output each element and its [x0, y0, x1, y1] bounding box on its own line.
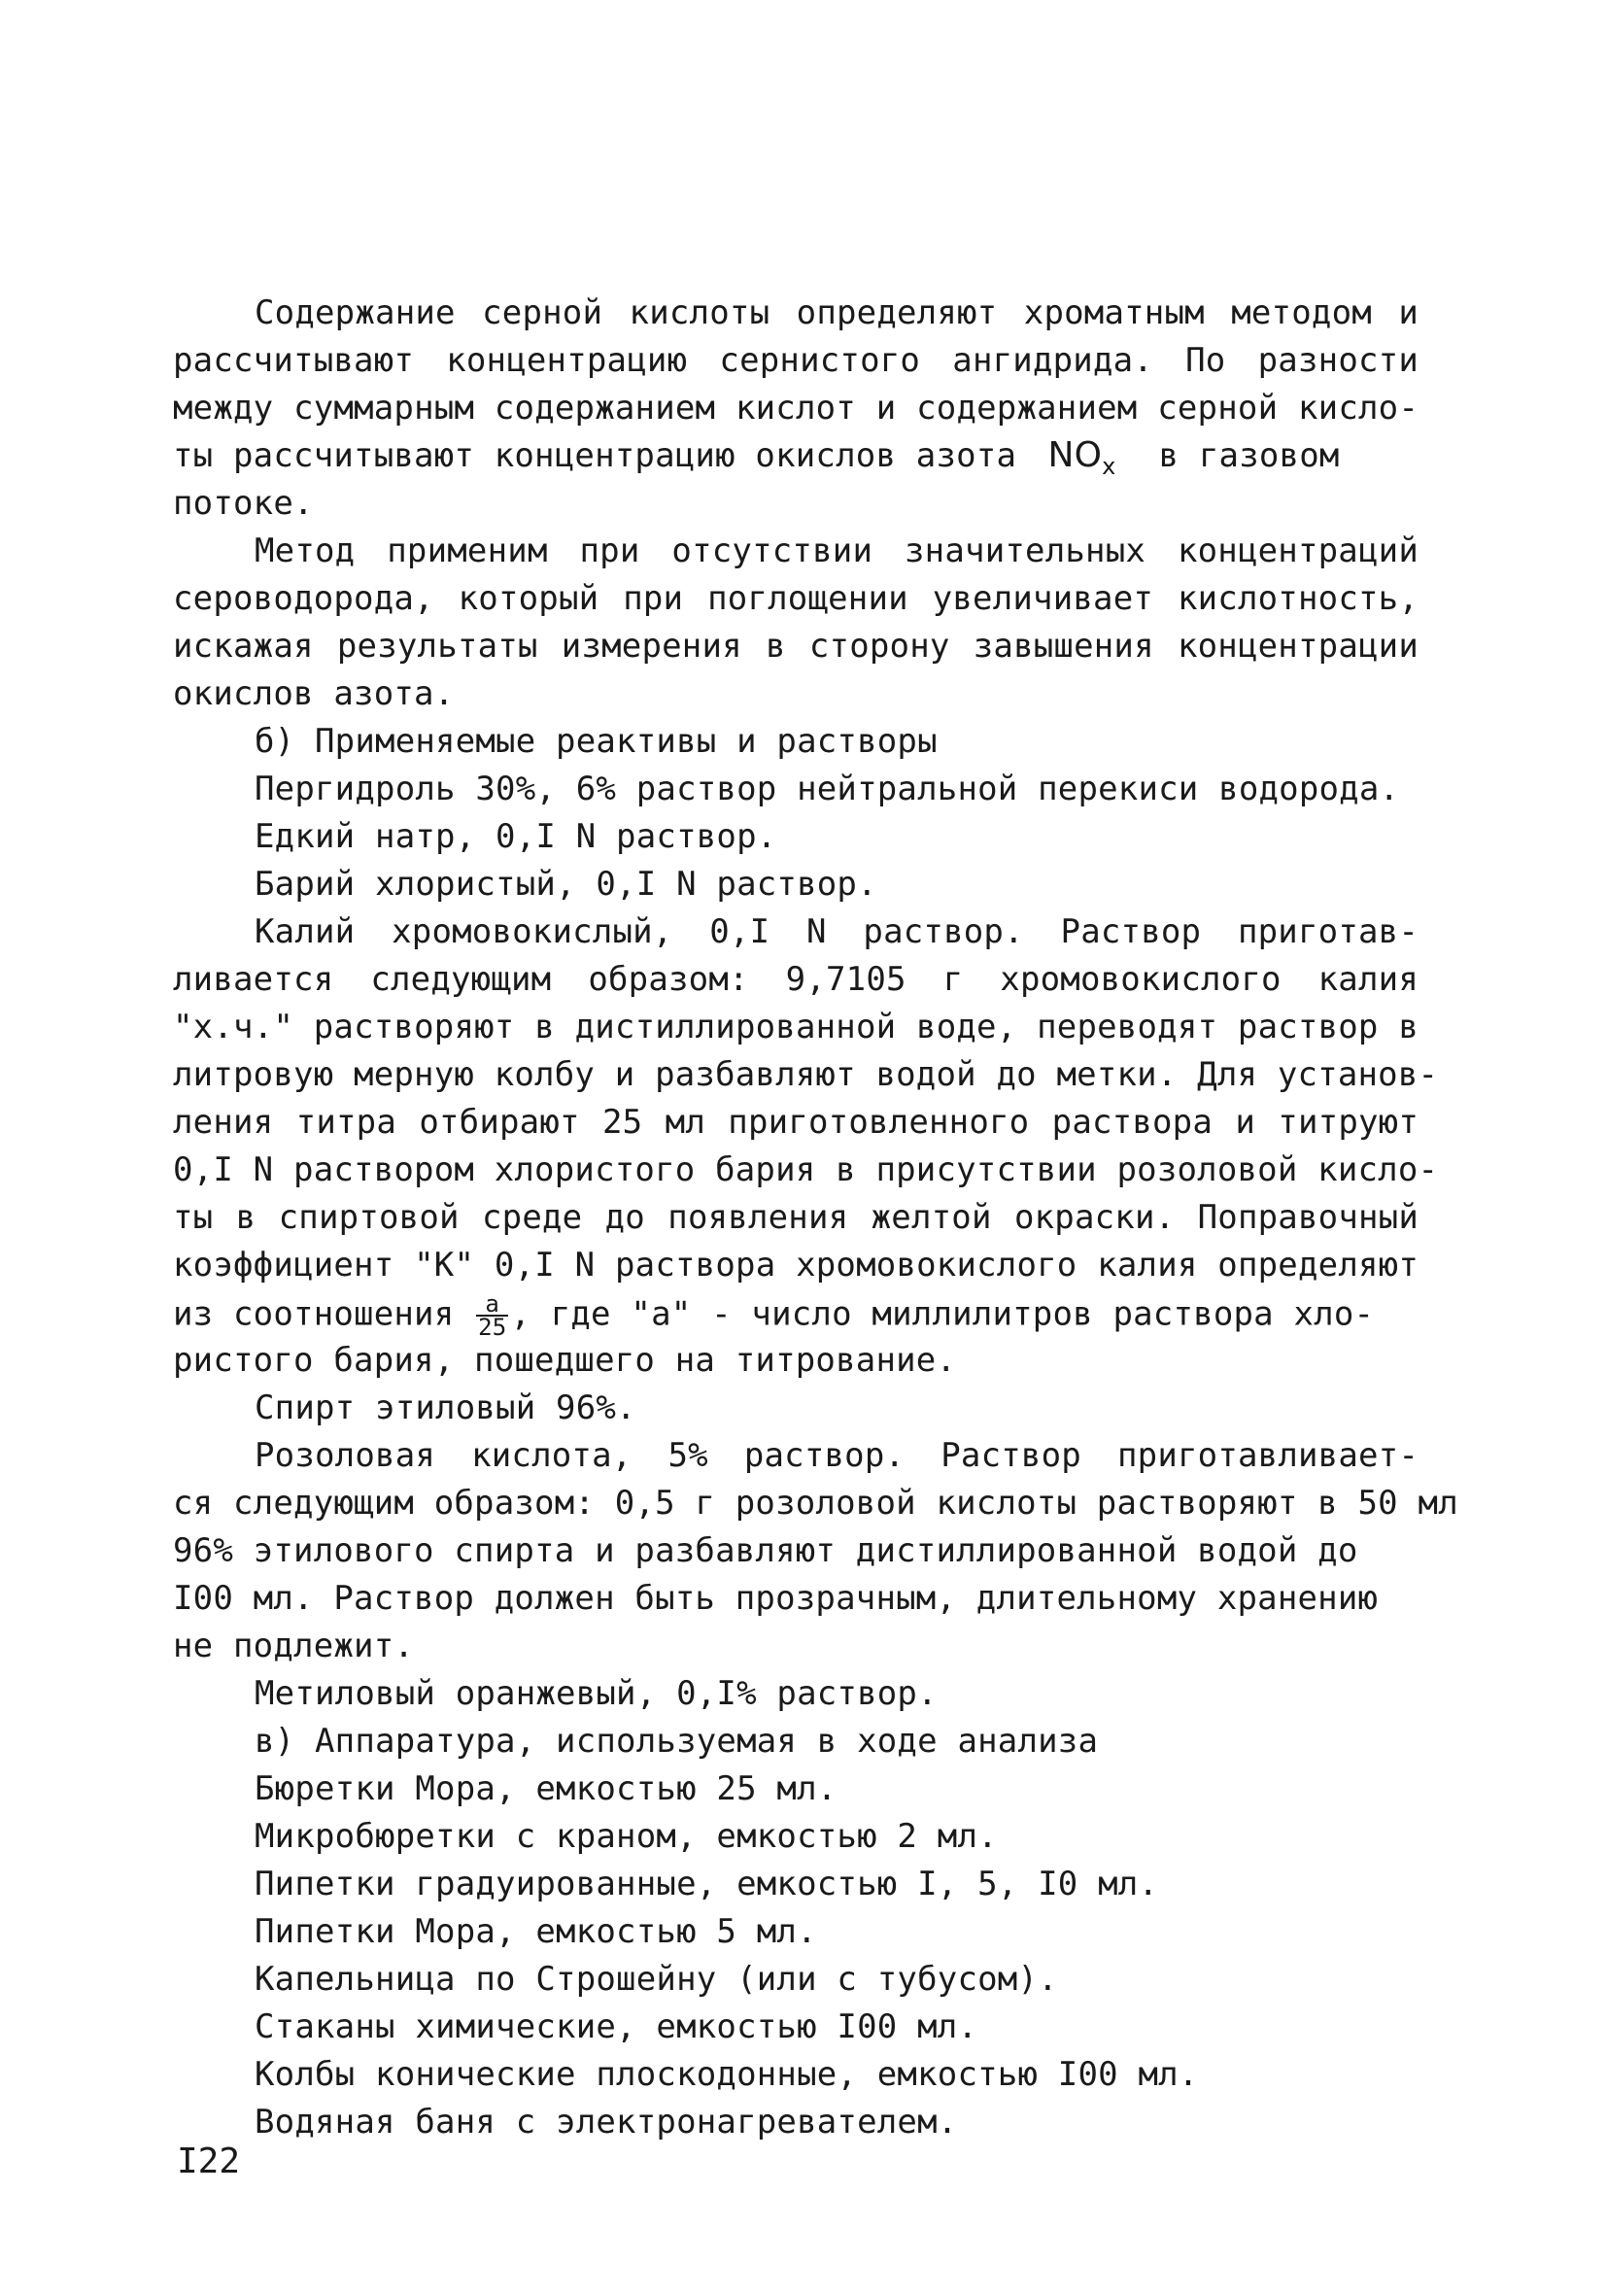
paragraph-1-line-5: потоке. — [173, 484, 314, 523]
reagent-item-6-line-2: ся следующим образом: 0,5 г розоловой кислоты растворяют в 50 мл — [173, 1484, 1458, 1523]
equipment-item-7: Колбы конические плоскодонные, емкостью I00 мл. — [255, 2055, 1199, 2094]
fraction-a-over-25 — [476, 1290, 508, 1341]
paragraph-1-line-4-text-a: ты рассчитывают концентрацию окислов азота — [173, 436, 1017, 475]
reagent-item-4-line-2: ливается следующим образом: 9,7105 г хромовокислого калия — [173, 960, 1419, 999]
section-b-heading: б) Применяемые реактивы и растворы — [255, 722, 938, 761]
reagent-item-6-note: Раствор приготавливает- — [940, 1436, 1419, 1475]
reagent-item-4-line-9-text-a: из соотношения — [173, 1294, 455, 1334]
reagent-item-7: Метиловый оранжевый, 0,I% раствор. — [255, 1674, 938, 1713]
reagent-item-4-line-4: литровую мерную колбу и разбавляют водой до метки. Для установ- — [173, 1055, 1439, 1094]
nox-formula-subscript: x — [1102, 453, 1116, 481]
reagent-item-6-line-5: не подлежит. — [173, 1627, 415, 1665]
reagent-item-6-line-1 — [255, 1436, 1419, 1475]
reagent-item-4-line-6: 0,I N раствором хлористого бария в присутствии розоловой кисло- — [173, 1150, 1439, 1189]
paragraph-2-line-1: Метод применим при отсутствии значительных концентраций — [255, 531, 1419, 570]
paragraph-1-line-1: Содержание серной кислоты определяют хроматным методом и — [255, 293, 1419, 332]
paragraph-1-line-4 — [173, 436, 1340, 486]
reagent-item-2: Едкий натр, 0,I N раствор. — [255, 817, 777, 856]
reagent-item-4-line-1 — [255, 912, 1419, 951]
paragraph-1-line-3: между суммарным содержанием кислот и содержанием серной кисло- — [173, 389, 1419, 428]
reagent-item-6-line-4: I00 мл. Раствор должен быть прозрачным, длительному хранению — [173, 1579, 1379, 1618]
paragraph-2-line-3: искажая результаты измерения в сторону завышения концентрации — [173, 627, 1419, 666]
fraction-denominator: 25 — [478, 1314, 507, 1341]
reagent-item-6-line-3: 96% этилового спирта и разбавляют дистиллированной водой до — [173, 1531, 1358, 1570]
page-number: I22 — [177, 2142, 241, 2181]
equipment-item-2: Микробюретки с краном, емкостью 2 мл. — [255, 1817, 998, 1856]
paragraph-1-line-2: рассчитывают концентрацию сернистого ангидрида. По разности — [173, 341, 1419, 380]
reagent-item-6-name: Розоловая кислота, 5% раствор. — [255, 1436, 906, 1475]
reagent-item-4-line-3: "х.ч." растворяют в дистиллированной воде, переводят раствор в — [173, 1008, 1419, 1046]
paragraph-2-line-4: окислов азота. — [173, 674, 455, 713]
reagent-item-4-line-9-text-b: , где "a" - число миллилитров раствора хло- — [510, 1294, 1375, 1334]
paragraph-2-line-2: сероводорода, который при поглощении увеличивает кислотность, — [173, 579, 1419, 618]
reagent-item-3: Барий хлористый, 0,I N раствор. — [255, 865, 877, 904]
equipment-item-8: Водяная баня с электронагревателем. — [255, 2103, 958, 2142]
reagent-item-4-line-5: ления титра отбирают 25 мл приготовленного раствора и титруют — [173, 1103, 1419, 1142]
reagent-item-4-line-7: ты в спиртовой среде до появления желтой окраски. Поправочный — [173, 1198, 1419, 1237]
equipment-item-5: Капельница по Строшейну (или с тубусом). — [255, 1960, 1058, 1999]
reagent-item-4-name: Калий хромовокислый, 0,I N раствор. — [255, 912, 1024, 951]
section-v-heading: в) Аппаратура, используемая в ходе анализа — [255, 1722, 1099, 1761]
equipment-item-6: Стаканы химические, емкостью I00 мл. — [255, 2007, 978, 2046]
paragraph-1-line-4-text-b: в газовом — [1158, 436, 1340, 475]
reagent-item-4-note: Раствор приготав- — [1060, 912, 1419, 951]
reagent-item-4-line-8: коэффициент "К" 0,I N раствора хромовокислого калия определяют — [173, 1246, 1419, 1285]
reagent-item-4-line-9 — [173, 1290, 1375, 1341]
reagent-item-4-line-10: ристого бария, пошедшего на титрование. — [173, 1341, 957, 1380]
reagent-item-5: Спирт этиловый 96%. — [255, 1388, 636, 1427]
nox-formula-main: NO — [1047, 435, 1103, 475]
equipment-item-1: Бюретки Мора, емкостью 25 мл. — [255, 1769, 838, 1808]
fraction-numerator: a — [476, 1293, 508, 1317]
equipment-item-3: Пипетки градуированные, емкостью I, 5, I0 мл. — [255, 1865, 1159, 1903]
equipment-item-4: Пипетки Мора, емкостью 5 мл. — [255, 1912, 817, 1951]
reagent-item-1: Пергидроль 30%, 6% раствор нейтральной перекиси водорода. — [255, 770, 1400, 808]
nox-formula — [1037, 435, 1139, 481]
